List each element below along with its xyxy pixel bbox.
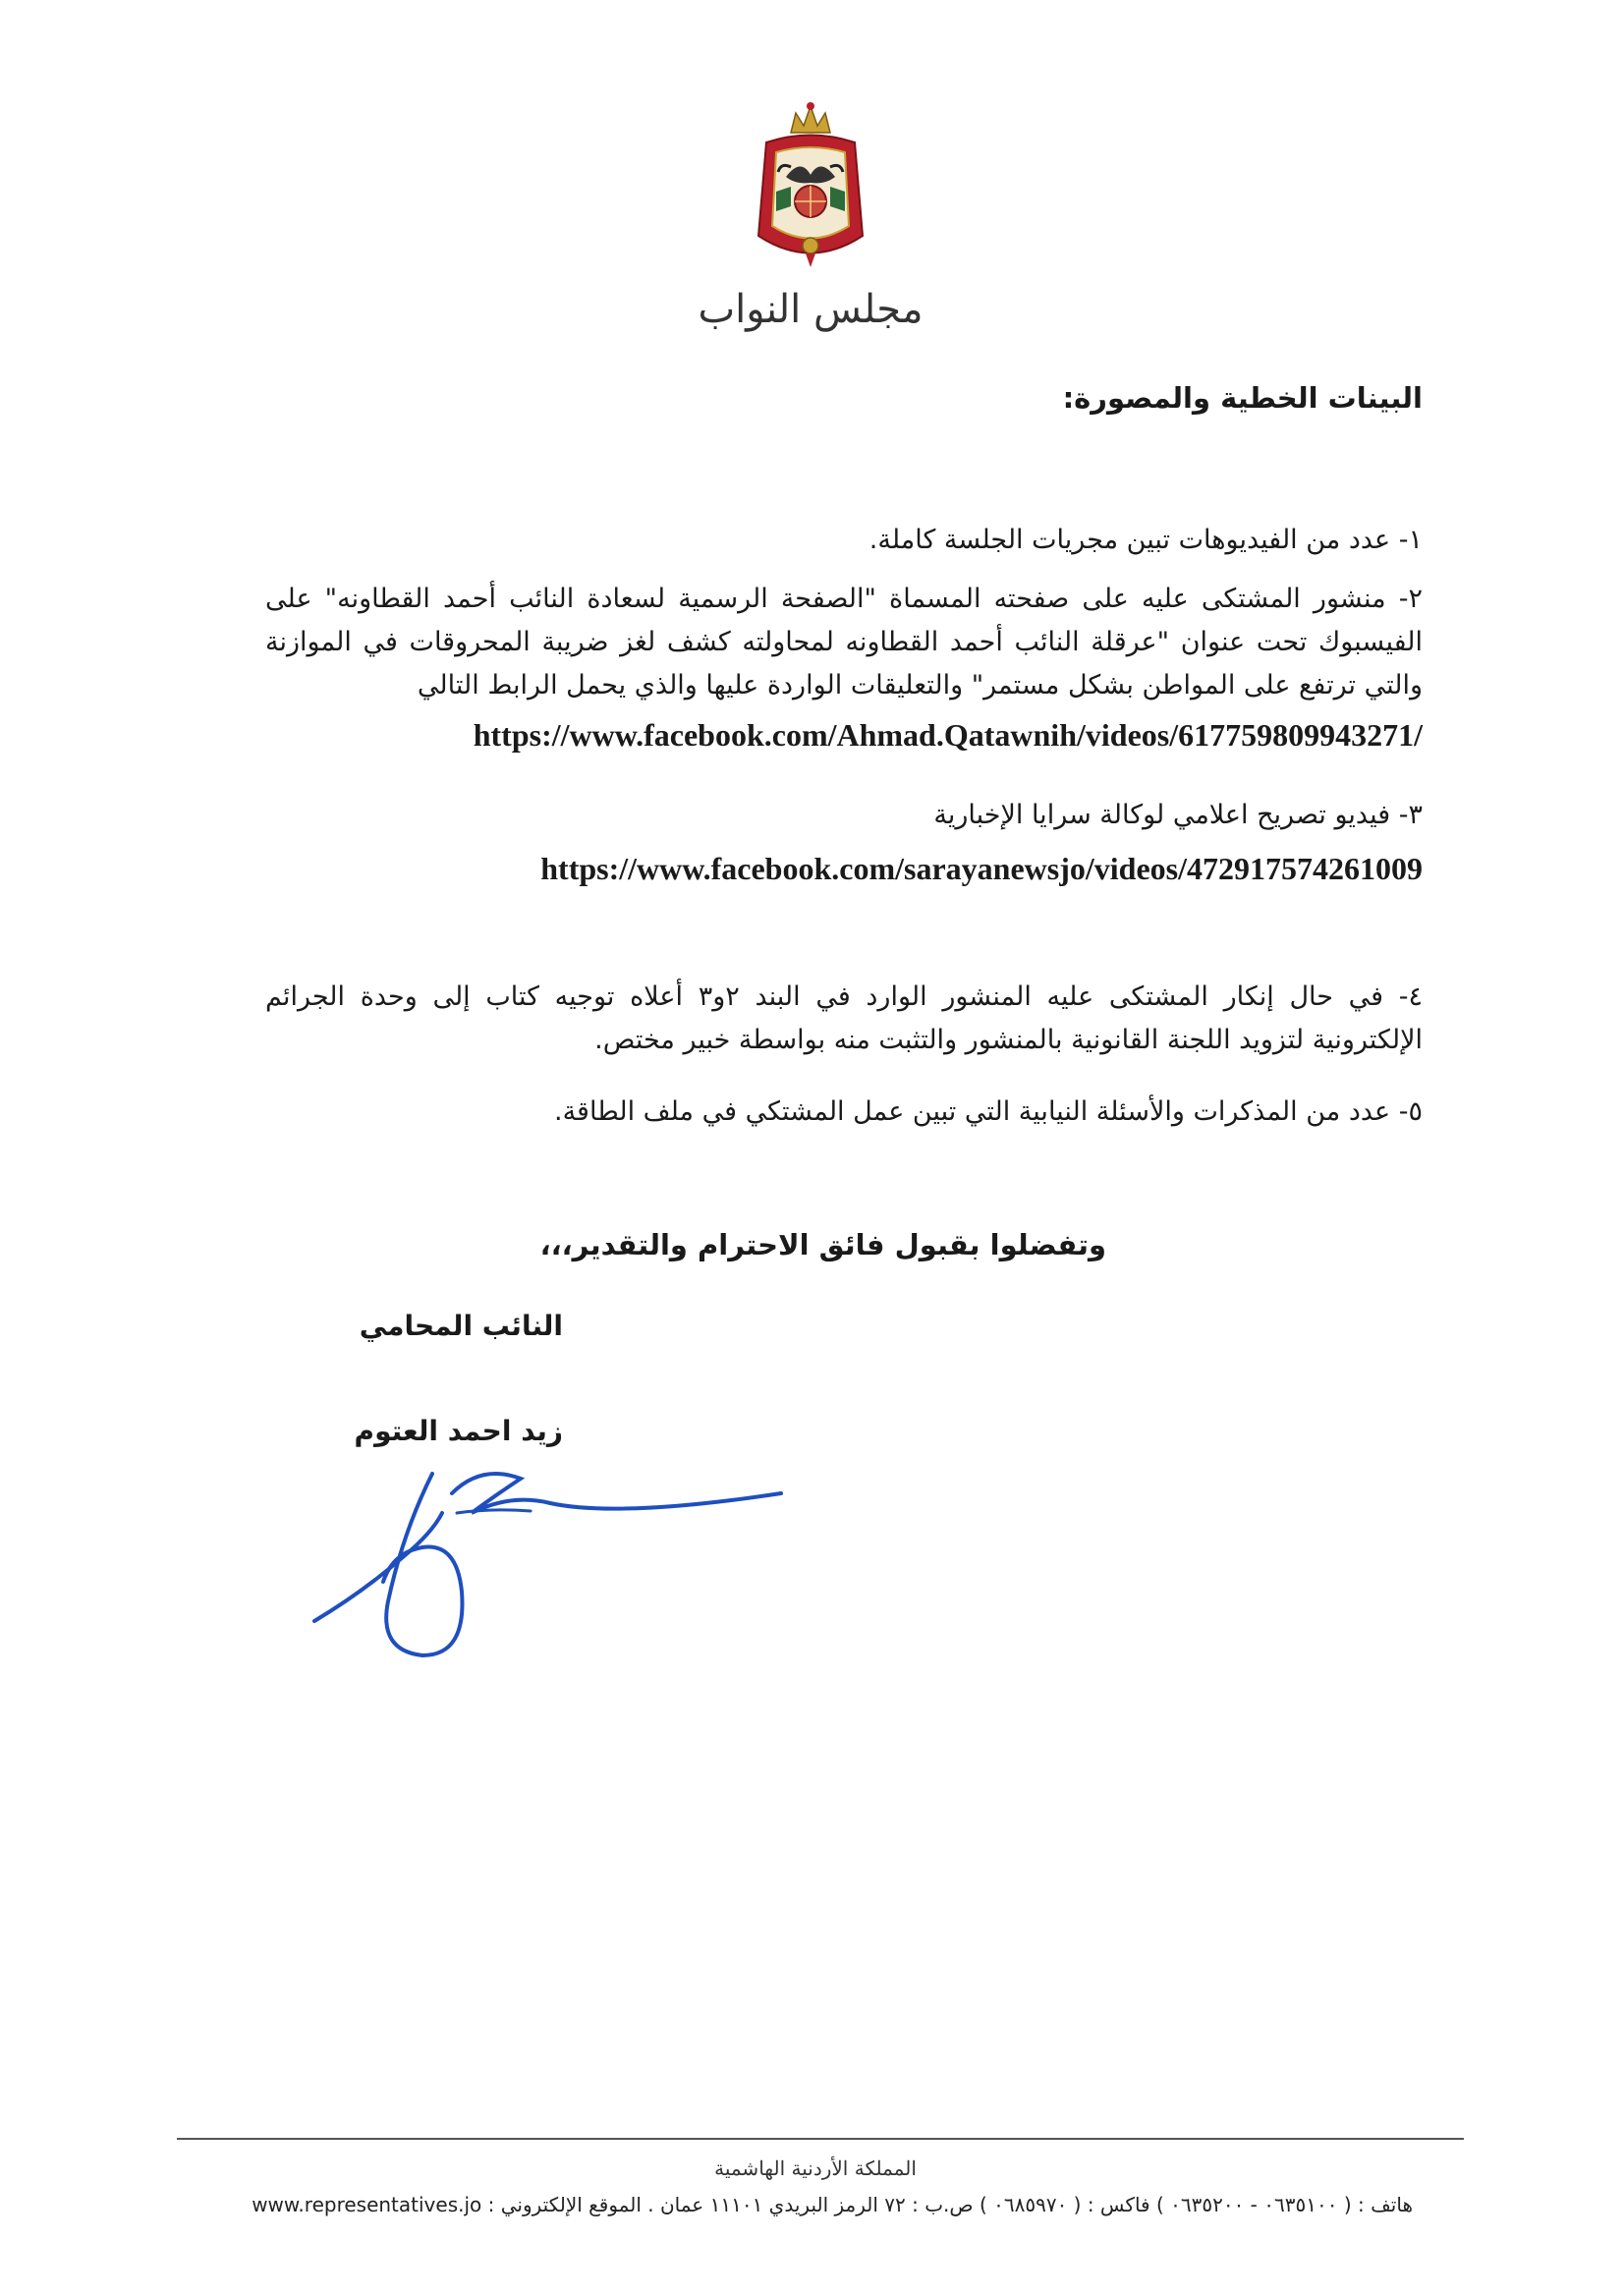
evidence-item-text: ٤- في حال إنكار المشتكى عليه المنشور الوارد في البند ٢و٣ أعلاه توجيه كتاب إلى وحدة الجرائم الإلكترونية لتزويد اللجنة القانونية بالمنشور والتثبت منه بواسطة خبير مختص. [265, 981, 1423, 1055]
footer-kingdom-name: المملكة الأردنية الهاشمية [714, 2156, 917, 2180]
evidence-link[interactable]: https://www.facebook.com/Ahmad.Qatawnih/videos/617759809943271/ [473, 717, 1423, 753]
evidence-item-5 [265, 1091, 1423, 1134]
evidence-link[interactable]: https://www.facebook.com/sarayanewsjo/videos/472917574261009 [540, 851, 1423, 886]
council-name: مجلس النواب [698, 287, 924, 332]
closing-salutation: وتفضلوا بقبول فائق الاحترام والتقدير،،، [539, 1228, 1106, 1261]
royal-emblem-icon [747, 98, 874, 285]
section-heading: البينات الخطية والمصورة: [1062, 381, 1423, 415]
evidence-item-text: ١- عدد من الفيديوهات تبين مجريات الجلسة كاملة. [868, 525, 1423, 555]
signatory-name: زيد احمد العتوم [354, 1415, 563, 1447]
signatory-title: النائب المحامي [359, 1310, 563, 1342]
handwritten-signature [295, 1454, 796, 1680]
evidence-item-text: ٥- عدد من المذكرات والأسئلة النيابية التي تبين عمل المشتكي في ملف الطاقة. [554, 1096, 1423, 1127]
evidence-item-3 [265, 794, 1423, 890]
footer-contact: هاتف : ( ٠٦٣٥١٠٠ - ٠٦٣٥٢٠٠ ) فاكس : ( ٠٦٨٥٩٧٠ ) ص.ب : ٧٢ الرمز البريدي ١١١٠١ عمان . الموقع الإلكتروني : www.representatives.jo [252, 2193, 1413, 2216]
evidence-item-1 [265, 519, 1423, 562]
evidence-item-2 [265, 578, 1423, 756]
evidence-item-text: ٣- فيديو تصريح اعلامي لوكالة سرايا الإخبارية [933, 800, 1423, 830]
evidence-item-text: ٢- منشور المشتكى عليه على صفحته المسماة "الصفحة الرسمية لسعادة النائب أحمد القطاونه" على الفيسبوك تحت عنوان "عرقلة النائب أحمد القطاونه لمحاولته كشف لغز ضريبة المحروقات في الموازنة والتي ترتفع على المواطن بشكل مستمر" والتعليقات الواردة عليها والذي يحمل الرابط التالي [265, 584, 1423, 700]
evidence-item-4 [265, 976, 1423, 1062]
footer-divider [177, 2138, 1464, 2140]
